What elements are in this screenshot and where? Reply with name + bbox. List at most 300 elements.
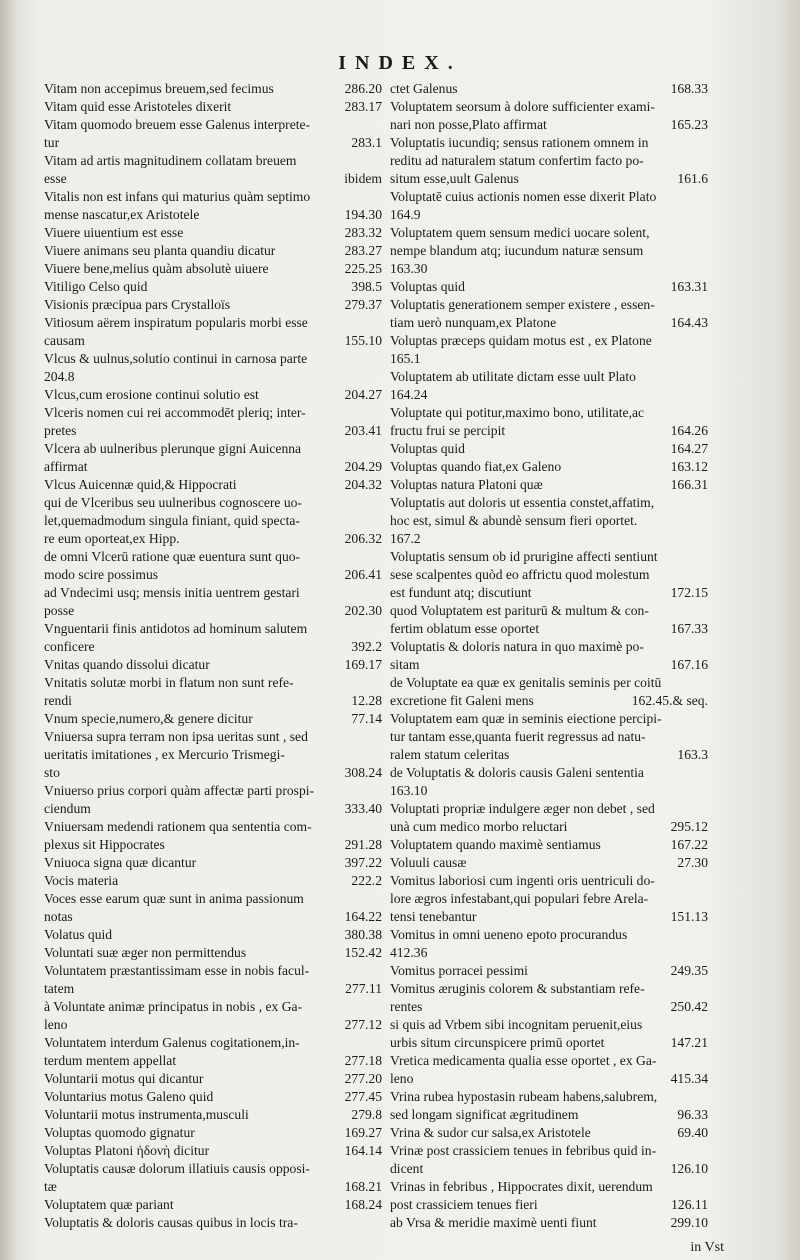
index-entry <box>390 206 708 224</box>
page-reference: 155.10 <box>344 333 382 348</box>
index-entry <box>44 422 382 440</box>
index-entry <box>44 278 382 296</box>
page-reference: 222.2 <box>351 873 382 888</box>
page-reference: 166.31 <box>670 477 708 492</box>
entry-text: Voluptatem quem sensum medici uocare solent, <box>390 225 650 240</box>
index-entry <box>390 242 708 260</box>
entry-text: notas <box>44 909 73 924</box>
entry-text: Vnitas quando dissolui dicatur <box>44 657 210 672</box>
entry-text: Vniuersam medendi rationem qua sententia com- <box>44 819 312 834</box>
index-entry <box>44 584 382 602</box>
page-reference: 283.17 <box>344 99 382 114</box>
page-reference: 202.30 <box>344 603 382 618</box>
page-reference: 164.26 <box>670 423 708 438</box>
index-entry <box>390 890 708 908</box>
entry-text: Vitalis non est infans qui maturius quàm septimo <box>44 189 311 204</box>
entry-text: Voluptatis iucundiq; sensus rationem omnem in <box>390 135 649 150</box>
page-reference: 172.15 <box>670 585 708 600</box>
page-reference: 161.6 <box>677 171 708 186</box>
entry-text: Vretica medicamenta qualia esse oportet , ex Ga- <box>390 1053 657 1068</box>
entry-text: Viuere bene,melius quàm absolutè uiuere <box>44 261 269 276</box>
entry-text: Voluntarii motus instrumenta,musculi <box>44 1107 249 1122</box>
entry-text: unà cum medico morbo reluctari <box>390 819 568 834</box>
entry-text: quod Voluptatem est pariturū & multum & con- <box>390 603 649 618</box>
entry-text: tæ <box>44 1179 57 1194</box>
page-reference: 164.43 <box>670 315 708 330</box>
index-entry <box>44 1196 382 1214</box>
page-reference: 291.28 <box>344 837 382 852</box>
entry-text: excretione fit Galeni mens <box>390 693 534 708</box>
entry-text: Voluptatis & doloris causas quibus in locis tra- <box>44 1215 298 1230</box>
index-entry <box>390 116 708 134</box>
entry-text: affirmat <box>44 459 88 474</box>
index-entry <box>44 962 382 980</box>
index-entry <box>390 224 708 242</box>
index-entry <box>44 926 382 944</box>
index-entry <box>44 872 382 890</box>
entry-text: causam <box>44 333 85 348</box>
entry-text: Viuere uiuentium est esse <box>44 225 184 240</box>
index-entry <box>44 512 382 530</box>
entry-text: Vlcus,cum erosione continui solutio est <box>44 387 259 402</box>
page-reference: 398.5 <box>351 279 382 294</box>
entry-text: sese scalpentes quòd eo affrictu quod molestum <box>390 567 650 582</box>
page-reference: 397.22 <box>344 855 382 870</box>
entry-text: à Voluntate animæ principatus in nobis , ex Ga- <box>44 999 303 1014</box>
index-entry <box>390 548 708 566</box>
index-entry <box>44 620 382 638</box>
page-reference: 168.24 <box>344 1197 382 1212</box>
index-entry <box>390 1034 708 1052</box>
index-entry <box>390 422 708 440</box>
entry-text: ueritatis imitationes , ex Mercurio Trismegi- <box>44 747 285 762</box>
index-entry <box>390 728 708 746</box>
index-entry <box>390 854 708 872</box>
index-entry <box>44 152 382 170</box>
entry-text: re eum oporteat,ex Hipp. <box>44 531 180 546</box>
entry-text: Vomitus æruginis colorem & substantiam refe- <box>390 981 645 996</box>
index-entry <box>44 80 382 98</box>
index-entry <box>390 1016 708 1034</box>
index-entry <box>44 314 382 332</box>
page-reference: 169.27 <box>344 1125 382 1140</box>
entry-text: Vocis materia <box>44 873 119 888</box>
index-entry <box>44 944 382 962</box>
entry-text: Voces esse earum quæ sunt in anima passionum <box>44 891 304 906</box>
index-entry <box>44 1034 382 1052</box>
index-entry <box>390 782 708 800</box>
index-entry <box>390 494 708 512</box>
entry-text: Voluptatis aut doloris ut essentia constet,affatim, <box>390 495 655 510</box>
index-entry <box>44 368 382 386</box>
page-reference: 206.41 <box>344 567 382 582</box>
page-reference: 126.10 <box>670 1161 708 1176</box>
page-reference: 167.16 <box>670 657 708 672</box>
entry-text: 167.2 <box>390 531 421 546</box>
index-entry <box>390 872 708 890</box>
entry-text: ctet Galenus <box>390 81 458 96</box>
entry-text: Vitam quid esse Aristoteles dixerit <box>44 99 232 114</box>
entry-text: Voluptate qui potitur,maximo bono, utilitate,ac <box>390 405 645 420</box>
index-entry <box>390 458 708 476</box>
page-reference: 164.27 <box>670 441 708 456</box>
index-entry <box>390 566 708 584</box>
entry-text: Voluptatis sensum ob id prurigine affecti sentiunt <box>390 549 658 564</box>
index-entry <box>44 386 382 404</box>
entry-text: Voluptatem quando maximè sentiamus <box>390 837 601 852</box>
entry-text: Vomitus in omni ueneno epoto procurandus <box>390 927 628 942</box>
page-reference: 308.24 <box>344 765 382 780</box>
index-entry <box>44 134 382 152</box>
index-entry <box>390 656 708 674</box>
index-entry <box>390 746 708 764</box>
entry-text: Vrina rubea hypostasin rubeam habens,salubrem, <box>390 1089 658 1104</box>
entry-text: de omni Vlcerū ratione quæ euentura sunt quo- <box>44 549 301 564</box>
entry-text: esse <box>44 171 67 186</box>
index-entry <box>44 260 382 278</box>
entry-text: posse <box>44 603 75 618</box>
index-entry <box>44 908 382 926</box>
index-entry <box>390 638 708 656</box>
index-entry <box>390 332 708 350</box>
entry-text: mense nascatur,ex Aristotele <box>44 207 200 222</box>
page-reference: 279.37 <box>344 297 382 312</box>
entry-text: ralem statum celeritas <box>390 747 510 762</box>
entry-text: pretes <box>44 423 77 438</box>
entry-text: sitam <box>390 657 420 672</box>
entry-text: Vlcus & uulnus,solutio continui in carnosa parte <box>44 351 308 366</box>
entry-text: Vnum specie,numero,& genere dicitur <box>44 711 253 726</box>
entry-text: Voluuli causæ <box>390 855 467 870</box>
entry-text: Voluptatem seorsum à dolore sufficienter exami- <box>390 99 655 114</box>
entry-text: plexus sit Hippocrates <box>44 837 165 852</box>
entry-text: Voluptatem ab utilitate dictam esse uult Plato <box>390 369 636 384</box>
page-reference: 163.31 <box>670 279 708 294</box>
index-entry <box>44 548 382 566</box>
entry-text: modo scire possimus <box>44 567 159 582</box>
entry-text: de Voluptate ea quæ ex genitalis seminis per coitū <box>390 675 662 690</box>
index-column-left <box>44 80 382 1232</box>
index-entry <box>390 692 708 710</box>
index-entry <box>390 188 708 206</box>
entry-text: Voluptas præceps quidam motus est , ex Platone <box>390 333 652 348</box>
index-entry <box>44 710 382 728</box>
entry-text: nari non posse,Plato affirmat <box>390 117 547 132</box>
page-reference: 27.30 <box>677 855 708 870</box>
page-reference: 283.1 <box>351 135 382 150</box>
entry-text: fructu frui se percipit <box>390 423 506 438</box>
page-reference: 204.27 <box>344 387 382 402</box>
index-entry <box>390 818 708 836</box>
index-entry <box>390 404 708 422</box>
page-reference: 277.11 <box>345 981 382 996</box>
index-entry <box>44 1142 382 1160</box>
page-reference: 164.22 <box>344 909 382 924</box>
entry-text: reditu ad naturalem statum confertim facto po- <box>390 153 644 168</box>
entry-text: Voluptas natura Platoni quæ <box>390 477 543 492</box>
page-reference: 277.18 <box>344 1053 382 1068</box>
entry-text: 163.10 <box>390 783 428 798</box>
page-reference: 168.33 <box>670 81 708 96</box>
index-entry <box>390 350 708 368</box>
entry-text: Vitiligo Celso quid <box>44 279 148 294</box>
entry-text: nempe blandum atq; iucundum naturæ sensum <box>390 243 644 258</box>
page-reference: 249.35 <box>670 963 708 978</box>
index-entry <box>390 170 708 188</box>
entry-text: Vitiosum aërem inspiratum popularis morbi esse <box>44 315 308 330</box>
entry-text: Voluptatem eam quæ in seminis eiectione percipi- <box>390 711 662 726</box>
index-entry <box>44 494 382 512</box>
index-entry <box>390 1142 708 1160</box>
index-entry <box>44 980 382 998</box>
entry-text: est fundunt atq; discutiunt <box>390 585 532 600</box>
entry-text: rentes <box>390 999 423 1014</box>
entry-text: ciendum <box>44 801 91 816</box>
entry-text: Vrinæ post crassiciem tenues in febribus quid in- <box>390 1143 657 1158</box>
index-entry <box>44 530 382 548</box>
index-entry <box>390 476 708 494</box>
index-entry <box>390 296 708 314</box>
entry-text: Visionis præcipua pars Crystalloïs <box>44 297 231 312</box>
index-entry <box>390 1196 708 1214</box>
entry-text: Voluptatem quæ pariant <box>44 1197 174 1212</box>
index-entry <box>390 800 708 818</box>
entry-text: 204.8 <box>44 369 75 384</box>
page-reference: 392.2 <box>351 639 382 654</box>
index-entry <box>44 404 382 422</box>
index-entry <box>44 476 382 494</box>
index-entry <box>44 854 382 872</box>
page-reference: 283.27 <box>344 243 382 258</box>
entry-text: dicent <box>390 1161 424 1176</box>
index-entry <box>44 1070 382 1088</box>
entry-text: Vitam ad artis magnitudinem collatam breuem <box>44 153 297 168</box>
index-entry <box>44 836 382 854</box>
index-entry <box>44 746 382 764</box>
index-entry <box>44 1124 382 1142</box>
index-entry <box>44 1016 382 1034</box>
entry-text: Voluptatis causæ dolorum illatiuis causis opposi- <box>44 1161 310 1176</box>
index-entry <box>44 728 382 746</box>
entry-text: Voluptas Platoni ἡδονὴ dicitur <box>44 1143 210 1158</box>
index-entry <box>44 224 382 242</box>
index-entry <box>44 656 382 674</box>
page-reference: 164.14 <box>344 1143 382 1158</box>
page-reference: 167.33 <box>670 621 708 636</box>
index-entry <box>44 890 382 908</box>
index-entry <box>390 368 708 386</box>
page-reference: 12.28 <box>351 693 382 708</box>
entry-text: leno <box>390 1071 414 1086</box>
page-reference: 286.20 <box>344 81 382 96</box>
entry-text: tur <box>44 135 60 150</box>
page-reference: 283.32 <box>344 225 382 240</box>
index-entry <box>44 764 382 782</box>
index-entry <box>390 1214 708 1232</box>
entry-text: Volatus quid <box>44 927 113 942</box>
index-column-right <box>390 80 708 1232</box>
entry-text: Voluptatē cuius actionis nomen esse dixerit Plato <box>390 189 657 204</box>
index-entry <box>390 134 708 152</box>
entry-text: Voluntarius motus Galeno quid <box>44 1089 214 1104</box>
entry-text: post crassiciem tenues fieri <box>390 1197 538 1212</box>
index-entry <box>44 188 382 206</box>
page-reference: 295.12 <box>670 819 708 834</box>
page-reference: 152.42 <box>344 945 382 960</box>
index-entry <box>44 692 382 710</box>
index-entry <box>390 512 708 530</box>
entry-text: qui de Vlceribus seu uulneribus cognoscere uo- <box>44 495 302 510</box>
page-reference: 126.11 <box>671 1197 708 1212</box>
entry-text: lore ægros infestabant,qui populari febre Arela- <box>390 891 649 906</box>
entry-text: Voluptati propriæ indulgere æger non debet , sed <box>390 801 655 816</box>
entry-text: 164.9 <box>390 207 421 222</box>
index-entry <box>390 764 708 782</box>
index-entry <box>390 980 708 998</box>
page-reference: 250.42 <box>670 999 708 1014</box>
index-entry <box>390 1088 708 1106</box>
page-reference: 277.45 <box>344 1089 382 1104</box>
page-reference: 277.12 <box>344 1017 382 1032</box>
page-reference: 380.38 <box>344 927 382 942</box>
entry-text: Vrina & sudor cur salsa,ex Aristotele <box>390 1125 591 1140</box>
page-reference: 204.29 <box>344 459 382 474</box>
index-entry <box>44 1088 382 1106</box>
index-entry <box>44 170 382 188</box>
page-reference: 169.17 <box>344 657 382 672</box>
index-entry <box>390 602 708 620</box>
index-entry <box>44 1160 382 1178</box>
entry-text: rendi <box>44 693 72 708</box>
entry-text: Viuere animans seu planta quandiu dicatur <box>44 243 276 258</box>
page-reference: 277.20 <box>344 1071 382 1086</box>
entry-text: Voluntatem præstantissimam esse in nobis facul- <box>44 963 310 978</box>
entry-text: Vitam quomodo breuem esse Galenus interprete- <box>44 117 311 132</box>
page-reference: 206.32 <box>344 531 382 546</box>
entry-text: Voluptas quomodo gignatur <box>44 1125 195 1140</box>
index-entry <box>44 206 382 224</box>
index-entry <box>44 242 382 260</box>
index-entry <box>390 962 708 980</box>
page-reference: 279.8 <box>351 1107 382 1122</box>
page-reference: 225.25 <box>344 261 382 276</box>
index-entry <box>390 1160 708 1178</box>
index-entry <box>390 1052 708 1070</box>
page-reference: 162.45.& seq. <box>631 693 708 708</box>
page-reference: 167.22 <box>670 837 708 852</box>
index-entry <box>44 458 382 476</box>
index-entry <box>44 440 382 458</box>
entry-text: terdum mentem appellat <box>44 1053 177 1068</box>
page-header: INDEX. <box>338 52 462 74</box>
entry-text: Voluntarii motus qui dicantur <box>44 1071 204 1086</box>
entry-text: ad Vndecimi usq; mensis initia uentrem gestari <box>44 585 300 600</box>
entry-text: Voluntatem interdum Galenus cogitationem,in- <box>44 1035 300 1050</box>
entry-text: conficere <box>44 639 95 654</box>
index-entry <box>390 836 708 854</box>
entry-text: 412.36 <box>390 945 428 960</box>
entry-text: 164.24 <box>390 387 428 402</box>
index-entry <box>390 620 708 638</box>
index-entry <box>390 998 708 1016</box>
index-entry <box>44 1214 382 1232</box>
page-reference: 203.41 <box>344 423 382 438</box>
entry-text: Vrinas in febribus , Hippocrates dixit, uerendum <box>390 1179 653 1194</box>
index-entry <box>44 1178 382 1196</box>
index-entry <box>390 710 708 728</box>
entry-text: Vnitatis solutæ morbi in flatum non sunt refe- <box>44 675 294 690</box>
index-entry <box>390 584 708 602</box>
entry-text: Voluptas quid <box>390 441 465 456</box>
index-entry <box>44 800 382 818</box>
page-reference: 299.10 <box>670 1215 708 1230</box>
index-entry <box>390 440 708 458</box>
catchword: in Vst <box>690 1240 724 1255</box>
index-entry <box>390 278 708 296</box>
entry-text: ab Vrsa & meridie maximè uenti fiunt <box>390 1215 597 1230</box>
index-entry <box>390 386 708 404</box>
index-entry <box>44 296 382 314</box>
page-reference: 168.21 <box>344 1179 382 1194</box>
index-entry <box>44 782 382 800</box>
entry-text: 163.30 <box>390 261 428 276</box>
entry-text: tur tantam esse,quanta fuerit regressus ad natu- <box>390 729 646 744</box>
entry-text: Vlcus Auicennæ quid,& Hippocrati <box>44 477 237 492</box>
entry-text: Vlceris nomen cui rei accommodēt pleriq; inter- <box>44 405 306 420</box>
index-entry <box>390 1070 708 1088</box>
entry-text: Vniuerso prius corpori quàm affectæ parti prospi- <box>44 783 315 798</box>
entry-text: Vnguentarii finis antidotos ad hominum salutem <box>44 621 308 636</box>
index-entry <box>44 350 382 368</box>
page-reference: 415.34 <box>670 1071 708 1086</box>
entry-text: tensi tenebantur <box>390 909 477 924</box>
index-entry <box>44 674 382 692</box>
page-reference: 204.32 <box>344 477 382 492</box>
entry-text: tatem <box>44 981 75 996</box>
page-reference: 69.40 <box>677 1125 708 1140</box>
index-entry <box>44 1052 382 1070</box>
entry-text: Voluntati suæ æger non permittendus <box>44 945 247 960</box>
entry-text: Vitam non accepimus breuem,sed fecimus <box>44 81 274 96</box>
page-reference: 333.40 <box>344 801 382 816</box>
index-entry <box>390 530 708 548</box>
index-entry <box>390 80 708 98</box>
entry-text: sto <box>44 765 60 780</box>
entry-text: si quis ad Vrbem sibi incognitam peruenit,eius <box>390 1017 643 1032</box>
entry-text: let,quemadmodum singula finiant, quid specta- <box>44 513 300 528</box>
entry-text: 165.1 <box>390 351 421 366</box>
index-entry <box>44 116 382 134</box>
index-entry <box>390 152 708 170</box>
page-reference: 194.30 <box>344 207 382 222</box>
entry-text: Vomitus porracei pessimi <box>390 963 528 978</box>
index-entry <box>44 998 382 1016</box>
index-entry <box>44 1106 382 1124</box>
entry-text: Voluptatis generationem semper existere , essen- <box>390 297 655 312</box>
index-entry <box>390 1178 708 1196</box>
entry-text: hoc est, simul & abundè sensum fieri oportet. <box>390 513 638 528</box>
index-entry <box>390 1124 708 1142</box>
page-reference: 77.14 <box>351 711 382 726</box>
index-entry <box>44 566 382 584</box>
entry-text: Voluptatis & doloris natura in quo maximè po- <box>390 639 644 654</box>
index-entry <box>390 260 708 278</box>
entry-text: urbis situm circunspicere primū oportet <box>390 1035 605 1050</box>
page-reference: 147.21 <box>670 1035 708 1050</box>
index-entry <box>390 314 708 332</box>
index-entry <box>390 674 708 692</box>
index-entry <box>390 926 708 944</box>
